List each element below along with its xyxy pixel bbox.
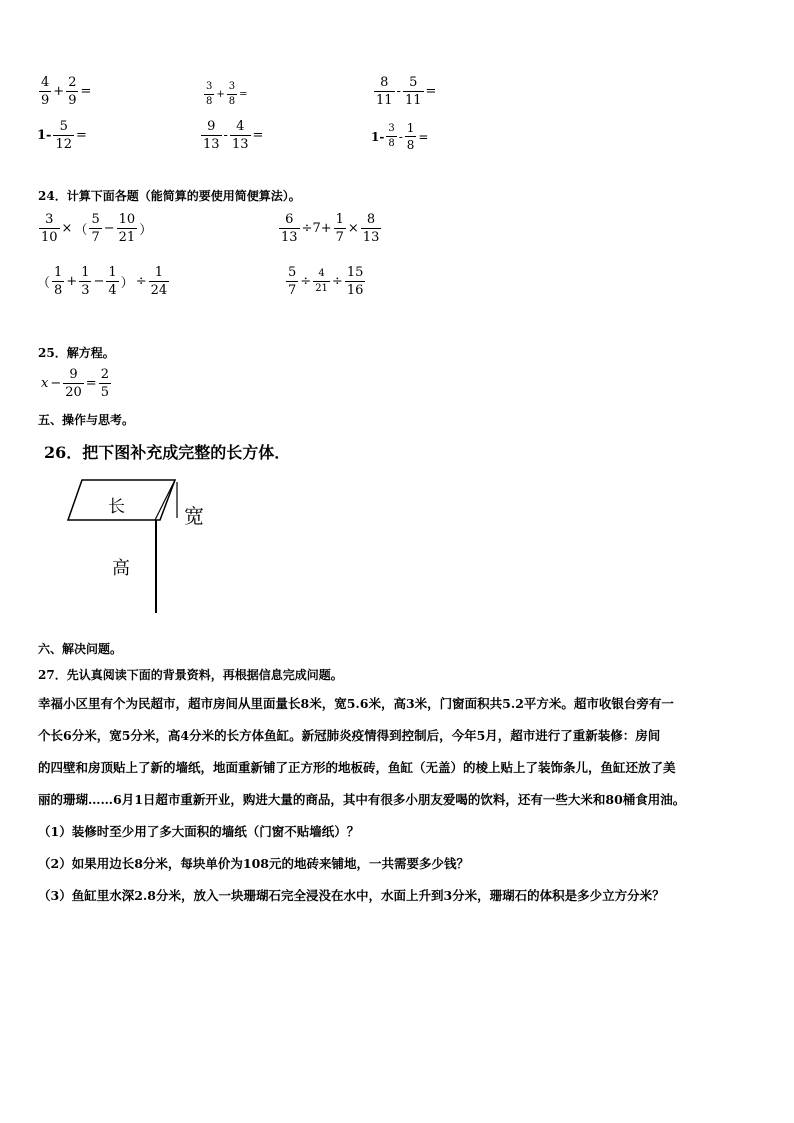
q23-expr-5 [200,120,264,151]
section-5-title: 五、操作与思考。 [38,413,135,427]
fraction: $\frac{1}{8}$ [406,121,415,152]
width-label: 宽 [184,504,204,528]
operator: + [66,274,78,289]
fraction: $\frac{8}{11}$ [376,75,393,108]
operator: × [347,221,359,236]
q25-equation [40,368,112,399]
q26-heading: 26．把下图补充成完整的长方体． [44,443,291,462]
cuboid-partial-drawing [60,470,230,620]
paragraph-line: 的四壁和房顶贴上了新的墙纸，地面重新铺了正方形的地板砖，鱼缸（无盖）的棱上贴上了装饰条儿，鱼缸还放了美 [38,760,676,775]
length-label: 长 [108,497,125,517]
equals-sign: = [80,84,92,99]
operator: ÷ [331,274,343,289]
sub-question-3: （3）鱼缸里水深2.8分米，放入一块珊瑚石完全浸没在水中，水面上升到3分米，珊瑚石的体积是多少立方分米？ [38,888,665,903]
fraction: $\frac{4}{21}$ [315,268,328,294]
fraction: $\frac{3}{10}$ [41,212,58,245]
fraction: $\frac{3}{8}$ [228,81,236,107]
equals-sign: = [252,128,264,143]
paren: （ [74,223,88,238]
fraction: $\frac{10}{21}$ [118,212,136,245]
sub-question-2: （2）如果用边长8分米，每块单价为108元的地砖来铺地，一共需要多少钱？ [38,856,469,871]
q23-expr-4 [36,120,88,151]
fraction: $\frac{5}{7}$ [288,265,297,298]
operator: + [216,89,225,100]
paragraph-line: 丽的珊瑚……6月1日超市重新开业，购进大量的商品，其中有很多小朋友爱喝的饮料，还有一些大米和80桶食用油。 [38,792,686,807]
section-6-title: 六、解决问题。 [38,642,123,656]
paren: ） [139,223,153,238]
fraction: $\frac{5}{11}$ [404,75,422,108]
equals-sign: = [85,376,97,391]
operator: 1- [37,128,52,143]
fraction: $\frac{1}{4}$ [108,265,117,298]
q24-expr-4 [285,266,366,297]
sub-question-1: （1）装修时至少用了多大面积的墙纸（门窗不贴墙纸）？ [38,824,360,839]
top-face-edge [155,480,175,520]
fraction: $\frac{1}{8}$ [54,265,63,298]
fraction: $\frac{5}{12}$ [55,119,72,152]
operator: - [223,128,228,143]
operator: 1- [371,129,385,144]
paren: ） [120,276,134,291]
operator: - [398,129,403,144]
fraction: $\frac{8}{13}$ [362,212,380,245]
fraction: $\frac{1}{24}$ [150,265,168,298]
paragraph-line: 个长6分米，宽5分米，高4分米的长方体鱼缸。新冠肺炎疫情得到控制后，今年5月，超市进行了重新装修：房间 [38,728,661,743]
cuboid-figure [60,470,230,620]
operator: ÷ [135,274,147,289]
fraction: $\frac{2}{9}$ [68,75,77,108]
fraction: $\frac{4}{13}$ [231,119,249,152]
paragraph-line: 幸福小区里有个为民超市，超市房间从里面量长8米，宽5.6米，高3米，门窗面积共5.2平方米。超市收银台旁有一 [38,696,674,711]
equals-sign: = [76,128,87,143]
equals-sign: = [239,89,248,100]
operator: ÷ [300,274,312,289]
operator: − [50,376,62,391]
q24-expr-1 [38,213,153,244]
operator: − [93,274,105,289]
height-label: 高 [112,558,130,579]
fraction: $\frac{5}{7}$ [91,212,100,245]
variable: x [41,376,49,391]
q23-expr-1 [38,76,92,107]
q24-heading: 24．计算下面各题（能简算的要使用简便算法）。 [38,189,301,203]
equals-sign: = [425,84,437,99]
fraction: $\frac{3}{8}$ [206,81,213,107]
q25-heading: 25．解方程。 [38,346,115,360]
equals-sign: = [418,129,429,144]
q24-expr-2 [278,213,382,244]
operator: - [396,84,401,99]
operator: − [103,221,115,236]
fraction: $\frac{1}{7}$ [335,212,344,245]
q23-expr-2 [203,82,249,107]
fraction: $\frac{2}{5}$ [100,367,109,400]
operator: ÷7+ [301,221,332,236]
q23-expr-3 [373,76,437,107]
operator: × [61,221,73,236]
fraction: $\frac{3}{8}$ [388,123,395,149]
paren: （ [37,276,51,291]
fraction: $\frac{15}{16}$ [346,265,364,298]
fraction: $\frac{4}{9}$ [41,75,50,108]
fraction: $\frac{6}{13}$ [281,212,298,245]
fraction: $\frac{1}{3}$ [81,265,90,298]
q24-expr-3 [36,266,170,297]
q27-background-paragraph [38,688,778,912]
operator: + [53,84,65,99]
fraction: $\frac{9}{13}$ [203,119,220,152]
q23-expr-6 [370,122,429,151]
q27-heading: 27．先认真阅读下面的背景资料，再根据信息完成问题。 [38,668,343,682]
fraction: $\frac{9}{20}$ [65,367,82,400]
